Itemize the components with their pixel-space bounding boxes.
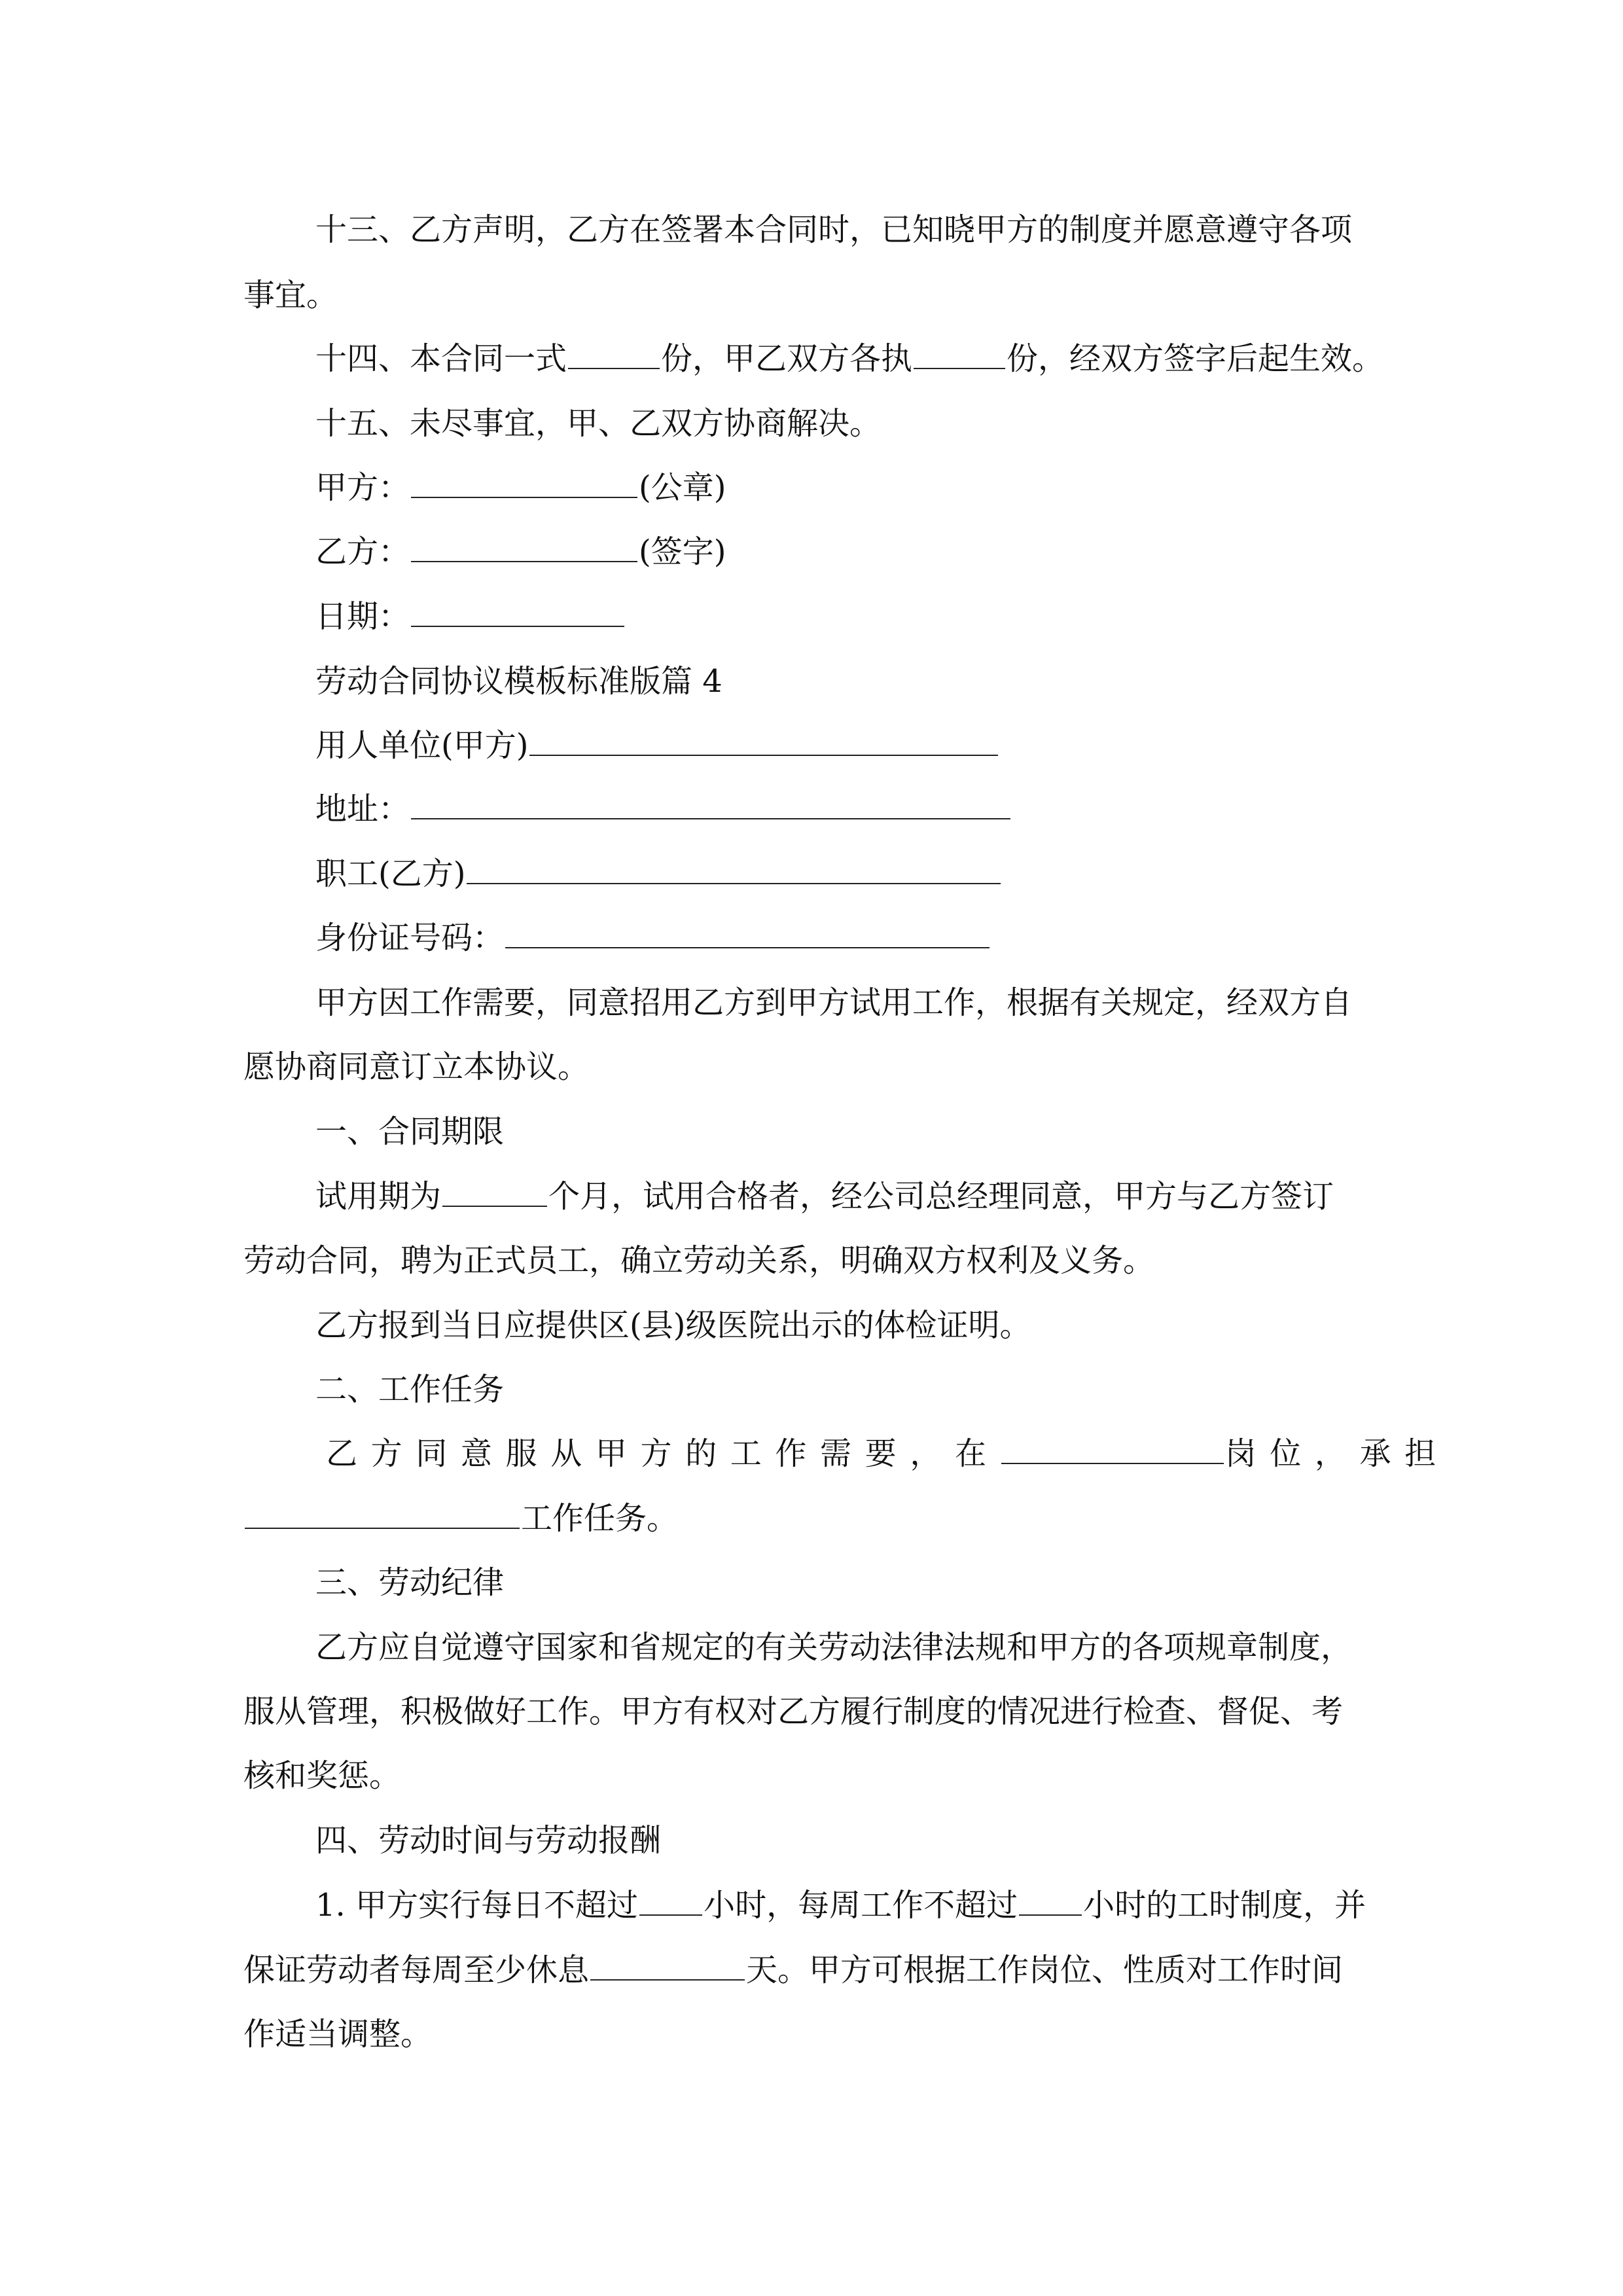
sec3-text-2: 服从管理，积极做好工作。甲方有权对乙方履行制度的情况进行检查、督促、考 xyxy=(243,1693,1344,1730)
employee-label: 职工(乙方) xyxy=(315,855,466,892)
party-a-suffix: (公章) xyxy=(639,469,726,506)
sec3-text-1: 乙方应自觉遵守国家和省规定的有关劳动法律法规和甲方的各项规章制度， xyxy=(315,1629,1353,1666)
task-blank[interactable] xyxy=(245,1499,520,1529)
sec2-text-a: 乙方同意服从甲方的工作需要，在 xyxy=(326,1435,1000,1472)
sec4-text-c: 小时的工时制度，并 xyxy=(1083,1887,1366,1924)
sec4-line-3 xyxy=(243,2011,432,2057)
sec1-p2-text: 乙方报到当日应提供区(县)级医院出示的体检证明。 xyxy=(315,1307,1031,1344)
clause-14-text-c: 份，经双方签字后起生效。 xyxy=(1007,340,1384,377)
sec3-heading-text: 三、劳动纪律 xyxy=(315,1564,505,1601)
daily-hours-blank[interactable] xyxy=(639,1886,702,1916)
sec3-heading xyxy=(315,1560,504,1605)
clause-13-text-1: 十三、乙方声明，乙方在签署本合同时，已知晓甲方的制度并愿意遵守各项 xyxy=(315,211,1353,248)
sec1-p1-text-a: 试用期为 xyxy=(315,1178,442,1215)
clause-14-text-b: 份，甲乙双方各执 xyxy=(661,340,913,377)
date-label: 日期： xyxy=(315,598,410,635)
intro-text-1: 甲方因工作需要，同意招用乙方到甲方试用工作，根据有关规定，经双方自 xyxy=(315,984,1353,1021)
address-field xyxy=(315,786,1012,832)
weekly-hours-blank[interactable] xyxy=(1019,1886,1082,1916)
sec2-text-b: 岗位，承担 xyxy=(1224,1435,1450,1472)
sec4-line-2 xyxy=(243,1947,1343,1993)
id-number-label: 身份证号码： xyxy=(315,920,505,956)
sec3-line-3 xyxy=(243,1753,401,1799)
id-number-field xyxy=(315,915,991,961)
section-title xyxy=(315,658,722,704)
clause-13-line-2 xyxy=(243,272,338,318)
sec4-heading-text: 四、劳动时间与劳动报酬 xyxy=(315,1822,662,1859)
sec1-heading-text: 一、合同期限 xyxy=(315,1113,505,1150)
sec2-heading xyxy=(315,1367,504,1412)
sec2-line-2 xyxy=(243,1496,678,1541)
sec4-line-1 xyxy=(315,1882,1366,1928)
intro-line-1 xyxy=(315,980,1352,1026)
sec4-text-d: 保证劳动者每周至少休息 xyxy=(243,1952,590,1988)
copies-total-blank[interactable] xyxy=(568,339,660,369)
clause-15 xyxy=(315,401,881,446)
date-blank[interactable] xyxy=(411,597,624,627)
sec1-p1-line-2 xyxy=(243,1238,1154,1283)
employee-field xyxy=(315,851,1002,897)
sec1-heading xyxy=(315,1109,504,1155)
sec4-text-e: 天。甲方可根据工作岗位、性质对工作时间 xyxy=(746,1952,1344,1988)
sec2-heading-text: 二、工作任务 xyxy=(315,1371,505,1408)
sec3-text-3: 核和奖惩。 xyxy=(243,1757,401,1794)
party-b-blank[interactable] xyxy=(411,532,637,562)
employer-blank[interactable] xyxy=(529,726,998,756)
sec4-text-f: 作适当调整。 xyxy=(243,2016,433,2053)
clause-14-text-a: 十四、本合同一式 xyxy=(315,340,567,377)
sec4-text-b: 小时，每周工作不超过 xyxy=(704,1887,1018,1924)
employer-label: 用人单位(甲方) xyxy=(315,727,529,764)
section-title-text: 劳动合同协议模板标准版篇 4 xyxy=(315,663,722,700)
sec4-heading xyxy=(315,1818,661,1863)
sec4-text-a: 1. 甲方实行每日不超过 xyxy=(315,1887,639,1924)
sec3-line-1 xyxy=(315,1624,1352,1670)
sec1-p1-line-1 xyxy=(315,1174,1334,1219)
clause-15-text: 十五、未尽事宜，甲、乙双方协商解决。 xyxy=(315,405,882,442)
sec3-line-2 xyxy=(243,1689,1343,1734)
sec1-p2 xyxy=(315,1302,1031,1348)
position-blank[interactable] xyxy=(1001,1434,1224,1464)
clause-14 xyxy=(315,336,1383,382)
sec1-p1-text-c: 劳动合同，聘为正式员工，确立劳动关系，明确双方权利及义务。 xyxy=(243,1242,1155,1279)
probation-months-blank[interactable] xyxy=(442,1177,547,1207)
employer-field xyxy=(315,723,999,768)
clause-13-line-1 xyxy=(315,207,1352,253)
sec2-line-1 xyxy=(326,1431,1450,1477)
rest-days-blank[interactable] xyxy=(590,1950,745,1981)
party-a-label: 甲方： xyxy=(315,469,410,506)
sec2-text-c: 工作任务。 xyxy=(521,1500,679,1537)
employee-blank[interactable] xyxy=(467,854,1001,884)
party-a-blank[interactable] xyxy=(411,468,637,498)
intro-text-2: 愿协商同意订立本协议。 xyxy=(243,1049,590,1085)
party-a-signature xyxy=(315,465,726,511)
party-b-label: 乙方： xyxy=(315,533,410,570)
id-number-blank[interactable] xyxy=(505,918,990,948)
address-blank[interactable] xyxy=(411,789,1010,819)
clause-13-text-2: 事宜。 xyxy=(243,277,338,314)
copies-each-blank[interactable] xyxy=(914,339,1005,369)
intro-line-2 xyxy=(243,1044,589,1090)
party-b-signature xyxy=(315,529,726,575)
sec1-p1-text-b: 个月，试用合格者，经公司总经理同意，甲方与乙方签订 xyxy=(548,1178,1334,1215)
address-label: 地址： xyxy=(315,791,410,827)
party-b-suffix: (签字) xyxy=(639,533,726,570)
date-line xyxy=(315,594,626,639)
